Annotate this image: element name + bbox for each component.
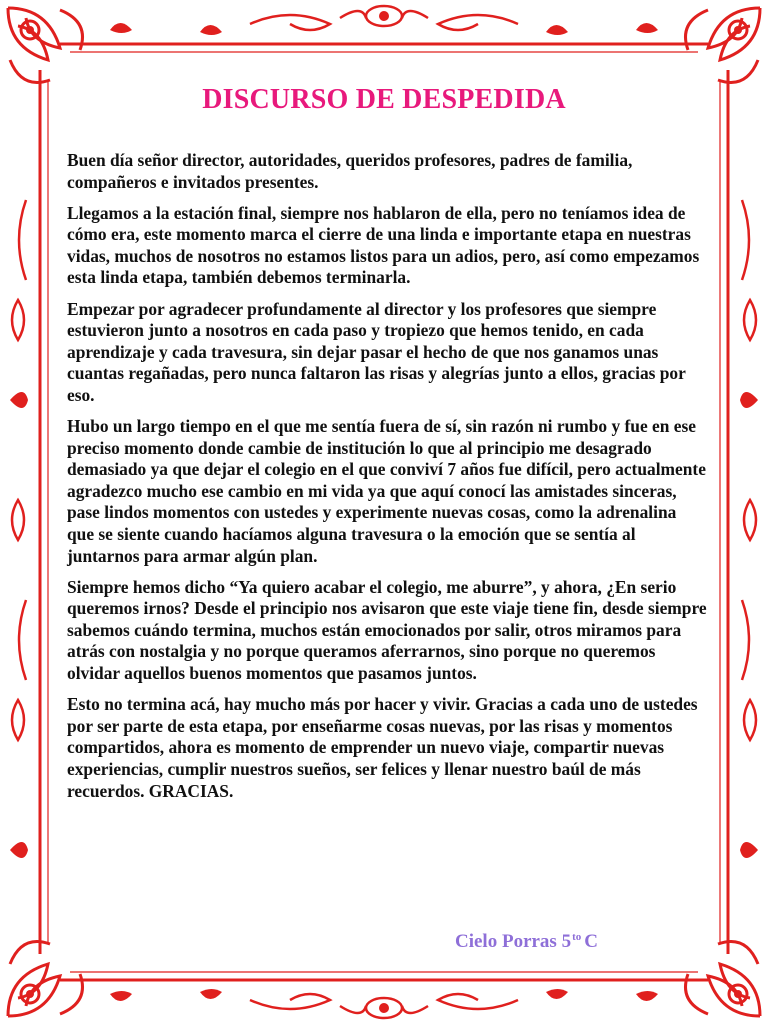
signature [455, 931, 598, 953]
paragraph: Siempre hemos dicho “Ya quiero acabar el colegio, me aburre”, y ahora, ¿En serio queremos irnos? Desde el principio nos avisaron que este viaje tiene fin, desde siempre sabemos cuándo termina, muchos están emocionados por salir, otros miramos para atrás con nostalgia y no porque queramos aferrarnos, sino porque no queremos olvidar aquellos buenos momentos que pasamos juntos. [67, 576, 707, 684]
signature-section: C [584, 931, 598, 952]
paragraph: Llegamos a la estación final, siempre nos hablaron de ella, pero no teníamos idea de cómo era, este momento marca el cierre de una linda e importante etapa en nuestras vidas, muchos de nosotros no estamos listos para un adios, pero, así como empezamos esta linda etapa, también debemos terminarla. [67, 202, 700, 288]
speech-body [67, 150, 707, 812]
page-title: DISCURSO DE DESPEDIDA [202, 84, 566, 115]
signature-name: Cielo Porras 5 [455, 931, 572, 952]
paragraph: Esto no termina acá, hay mucho más por hacer y vivir. Gracias a cada uno de ustedes por ser parte de esta etapa, por enseñarme cosas nuevas, por las risas y momentos compartidos, ahora es momento de emprender un nuevo viaje, compartir nuevas experiencias, cumplir nuestros sueños, ser felices y llenar nuestro baúl de más recuerdos. GRACIAS. [67, 694, 698, 801]
paragraph: Empezar por agradecer profundamente al director y los profesores que siempre estuvieron junto a nosotros en cada paso y tropiezo que hemos tenido, en cada aprendizaje y cada travesura, sin dejar pasar el hecho de que nos ganamos unas cuantas regañadas, pero nunca faltaron las risas y alegrías junto a ellos, gracias por eso. [67, 298, 686, 405]
paragraph: Hubo un largo tiempo en el que me sentía fuera de sí, sin razón ni rumbo y fue en ese preciso momento donde cambie de institución lo que al principio me desagrado demasiado ya que dejar el colegio en el que conviví 7 años fue difícil, pero actualmente agradezco mucho ese cambio en mi vida ya que aquí conocí las amistades sinceras, pase lindos momentos con ustedes y experimente nuevas cosas, como la adrenalina que se siente cuando hacíamos alguna travesura o la emoción que se sentía al juntarnos para armar algún plan. [67, 416, 706, 566]
paragraph: Buen día señor director, autoridades, queridos profesores, padres de familia, compañeros e invitados presentes. [67, 150, 633, 192]
signature-superscript: to [572, 931, 582, 943]
